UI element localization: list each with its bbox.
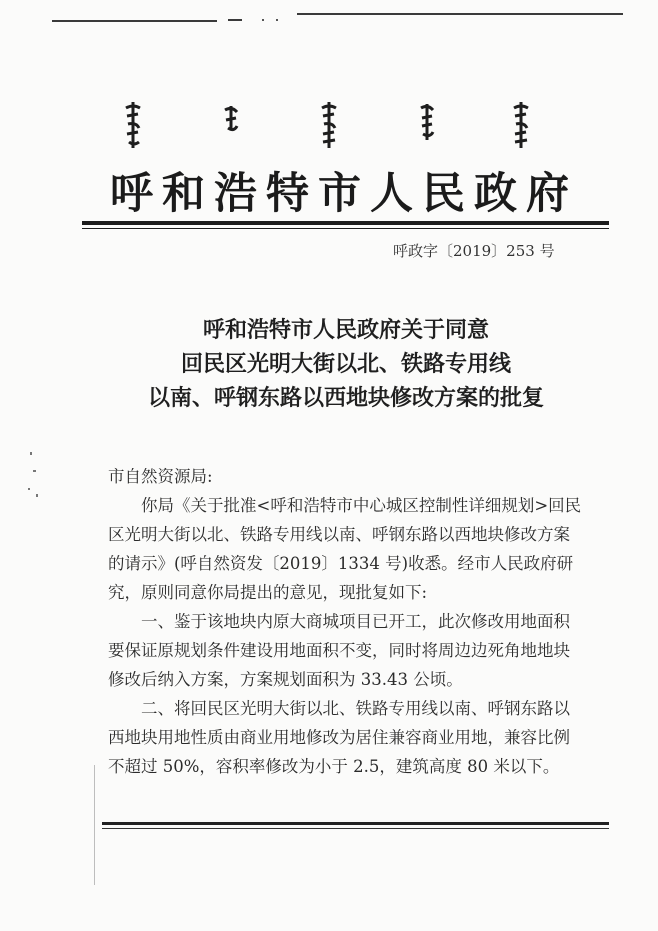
mongolian-word-icon	[220, 100, 242, 152]
body-line: 区光明大街以北、铁路专用线以南、呼钢东路以西地块修改方案	[108, 525, 570, 544]
body-line: 你局《关于批准<呼和浩特市中心城区控制性详细规划>回民	[141, 496, 582, 515]
mongolian-word-icon	[416, 100, 438, 152]
title-line: 呼和浩特市人民政府关于同意	[202, 317, 489, 343]
body-line: 的请示》(呼自然资发〔2019〕1334 号)收悉。经市人民政府研	[108, 554, 574, 573]
header-rule-thin	[82, 228, 609, 229]
title-line: 以南、呼钢东路以西地块修改方案的批复	[147, 385, 544, 411]
document-title	[90, 313, 602, 415]
scan-edge-line	[297, 13, 623, 15]
scan-speck	[33, 470, 36, 472]
body-line: 究，原则同意你局提出的意见，现批复如下:	[108, 583, 428, 602]
government-name: 呼和浩特市人民政府	[110, 169, 578, 219]
body-line: 不超过 50%，容积率修改为小于 2.5，建筑高度 80 米以下。	[108, 757, 560, 776]
footer-rule-thick	[102, 822, 609, 825]
title-line: 回民区光明大街以北、铁路专用线	[180, 351, 511, 377]
mongolian-word-icon	[318, 100, 340, 152]
scan-speck	[36, 494, 38, 497]
scan-dot	[262, 19, 264, 21]
body-line: 要保证原规划条件建设用地面积不变，同时将周边边死角地地块	[108, 641, 570, 660]
addressee: 市自然资源局:	[108, 467, 213, 486]
body-line: 一、鉴于该地块内原大商城项目已开工，此次修改用地面积	[141, 612, 570, 631]
mongolian-script-header	[100, 100, 570, 160]
header-rule-thick	[82, 221, 609, 225]
scan-speck	[28, 488, 30, 490]
scan-edge-line	[228, 19, 242, 21]
body-line: 修改后纳入方案，方案规划面积为 33.43 公顷。	[108, 670, 463, 689]
scan-dot	[276, 19, 278, 21]
mongolian-word-icon	[510, 100, 532, 152]
document-number: 呼政字〔2019〕253 号	[393, 242, 555, 260]
body-line: 二、将回民区光明大街以北、铁路专用线以南、呼钢东路以	[141, 699, 570, 718]
mongolian-word-icon	[122, 100, 144, 152]
body-line: 西地块用地性质由商业用地修改为居住兼容商业用地，兼容比例	[108, 728, 570, 747]
scan-edge-line	[52, 20, 217, 22]
scan-edge-line	[94, 765, 95, 885]
document-body	[108, 462, 623, 781]
footer-rule-thin	[102, 828, 609, 829]
scan-speck	[30, 452, 32, 455]
